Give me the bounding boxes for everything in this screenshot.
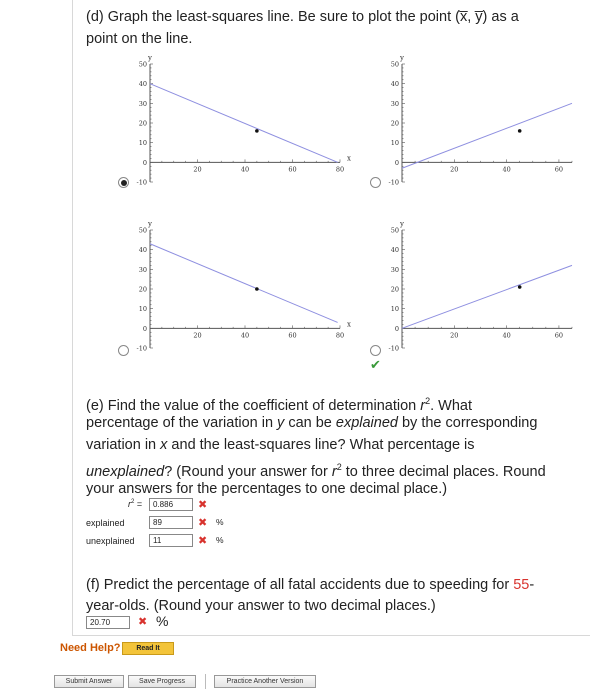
- y-tick-label: 0: [142, 324, 147, 333]
- radio-graph-3[interactable]: [118, 345, 129, 356]
- radio-graph-2[interactable]: [370, 177, 381, 188]
- question-e-line1: (e) Find the value of the coefficient of determination $r^2$. What: [86, 396, 472, 414]
- x-tick-label: 60: [554, 165, 564, 174]
- unexplained-label: unexplained: [86, 536, 135, 546]
- y-axis-label: y: [400, 220, 404, 228]
- y-tick-label: 20: [138, 119, 147, 128]
- need-help-label: Need Help?: [60, 642, 121, 654]
- y-tick-label: 10: [138, 305, 147, 314]
- percent-sign: %: [156, 613, 169, 629]
- wrong-x-icon: ✖: [198, 535, 208, 547]
- y-tick-label: 20: [138, 285, 147, 294]
- graph-option-2[interactable]: [370, 52, 590, 192]
- y-tick-label: 50: [138, 60, 147, 69]
- unexplained-input[interactable]: 11: [149, 534, 193, 547]
- question-e-line4: unexplained? (Round your answer for $r^2$ to three decimal places. Round: [86, 462, 546, 480]
- mean-point: [518, 129, 522, 133]
- y-tick-label: 50: [390, 226, 399, 235]
- question-d-line2: point on the line.: [86, 31, 193, 47]
- y-tick-label: 10: [390, 305, 399, 314]
- least-squares-line: [402, 103, 572, 168]
- y-tick-label: 40: [390, 80, 399, 89]
- question-e-line5: your answers for the percentages to one decimal place.): [86, 481, 448, 497]
- explained-input[interactable]: 89: [149, 516, 193, 529]
- y-tick-label: 20: [390, 119, 399, 128]
- question-e-line2: percentage of the variation in y can be explained by the corresponding: [86, 415, 538, 431]
- x-tick-label: 20: [450, 331, 459, 340]
- y-tick-label: 40: [390, 246, 399, 255]
- y-axis-label: y: [148, 54, 152, 62]
- graph-option-4[interactable]: [370, 218, 590, 358]
- y-tick-label: 0: [142, 158, 147, 167]
- wrong-x-icon: ✖: [138, 616, 148, 628]
- y-axis-label: y: [400, 54, 404, 62]
- mean-point: [518, 285, 522, 289]
- y-tick-label: 10: [138, 139, 147, 148]
- percent-sign: %: [216, 535, 224, 545]
- save-progress-button[interactable]: Save Progress: [128, 675, 196, 688]
- prediction-input[interactable]: 20.70: [86, 616, 130, 629]
- x-tick-label: 60: [288, 165, 297, 174]
- x-axis-label: x: [347, 320, 351, 329]
- x-tick-label: 20: [193, 165, 202, 174]
- button-separator: [205, 674, 206, 689]
- mean-point: [255, 129, 259, 133]
- y-tick-label: 20: [390, 285, 399, 294]
- question-d-line1: (d) Graph the least-squares line. Be sure to plot the point (x̅, y̅) as a: [86, 9, 519, 25]
- explained-label: explained: [86, 518, 125, 528]
- y-tick-label: -10: [388, 178, 399, 187]
- x-tick-label: 60: [288, 331, 297, 340]
- x-tick-label: 60: [554, 331, 564, 340]
- practice-another-version-button[interactable]: Practice Another Version: [214, 675, 316, 688]
- r2-input[interactable]: 0.886: [149, 498, 193, 511]
- question-f-line1: (f) Predict the percentage of all fatal accidents due to speeding for 55-: [86, 577, 535, 593]
- radio-graph-1[interactable]: [118, 177, 129, 188]
- y-tick-label: 0: [394, 158, 399, 167]
- r2-label: $r^2$ =: [128, 499, 143, 509]
- radio-graph-4[interactable]: [370, 345, 381, 356]
- y-tick-label: 40: [138, 80, 147, 89]
- y-tick-label: 30: [138, 265, 147, 274]
- percent-sign: %: [216, 517, 224, 527]
- x-tick-label: 40: [502, 165, 511, 174]
- y-tick-label: 30: [390, 99, 399, 108]
- y-tick-label: 50: [138, 226, 147, 235]
- y-tick-label: 10: [390, 139, 399, 148]
- x-tick-label: 20: [193, 331, 202, 340]
- y-tick-label: 0: [394, 324, 399, 333]
- correct-check-icon: ✔: [370, 357, 381, 372]
- y-axis-label: y: [148, 220, 152, 228]
- read-it-button[interactable]: Read It: [122, 642, 174, 655]
- question-e-line3: variation in x and the least-squares line? What percentage is: [86, 437, 475, 453]
- least-squares-line: [402, 265, 572, 328]
- wrong-x-icon: ✖: [198, 499, 208, 511]
- x-tick-label: 80: [335, 165, 345, 174]
- wrong-x-icon: ✖: [198, 517, 208, 529]
- x-axis-label: x: [347, 154, 351, 163]
- x-tick-label: 80: [335, 331, 345, 340]
- y-tick-label: -10: [136, 344, 147, 353]
- least-squares-line: [150, 84, 338, 163]
- y-tick-label: 30: [138, 99, 147, 108]
- x-tick-label: 40: [502, 331, 511, 340]
- y-tick-label: 30: [390, 265, 399, 274]
- submit-answer-button[interactable]: Submit Answer: [54, 675, 124, 688]
- graph-option-3[interactable]: [118, 218, 358, 358]
- y-tick-label: -10: [388, 344, 399, 353]
- mean-point: [255, 287, 259, 291]
- x-tick-label: 40: [240, 165, 250, 174]
- x-tick-label: 20: [450, 165, 459, 174]
- x-tick-label: 40: [240, 331, 250, 340]
- graph-option-1[interactable]: [118, 52, 358, 192]
- y-tick-label: 50: [390, 60, 399, 69]
- least-squares-line: [150, 244, 338, 323]
- question-f-line2: year-olds. (Round your answer to two decimal places.): [86, 598, 436, 614]
- y-tick-label: 40: [138, 246, 147, 255]
- y-tick-label: -10: [136, 178, 147, 187]
